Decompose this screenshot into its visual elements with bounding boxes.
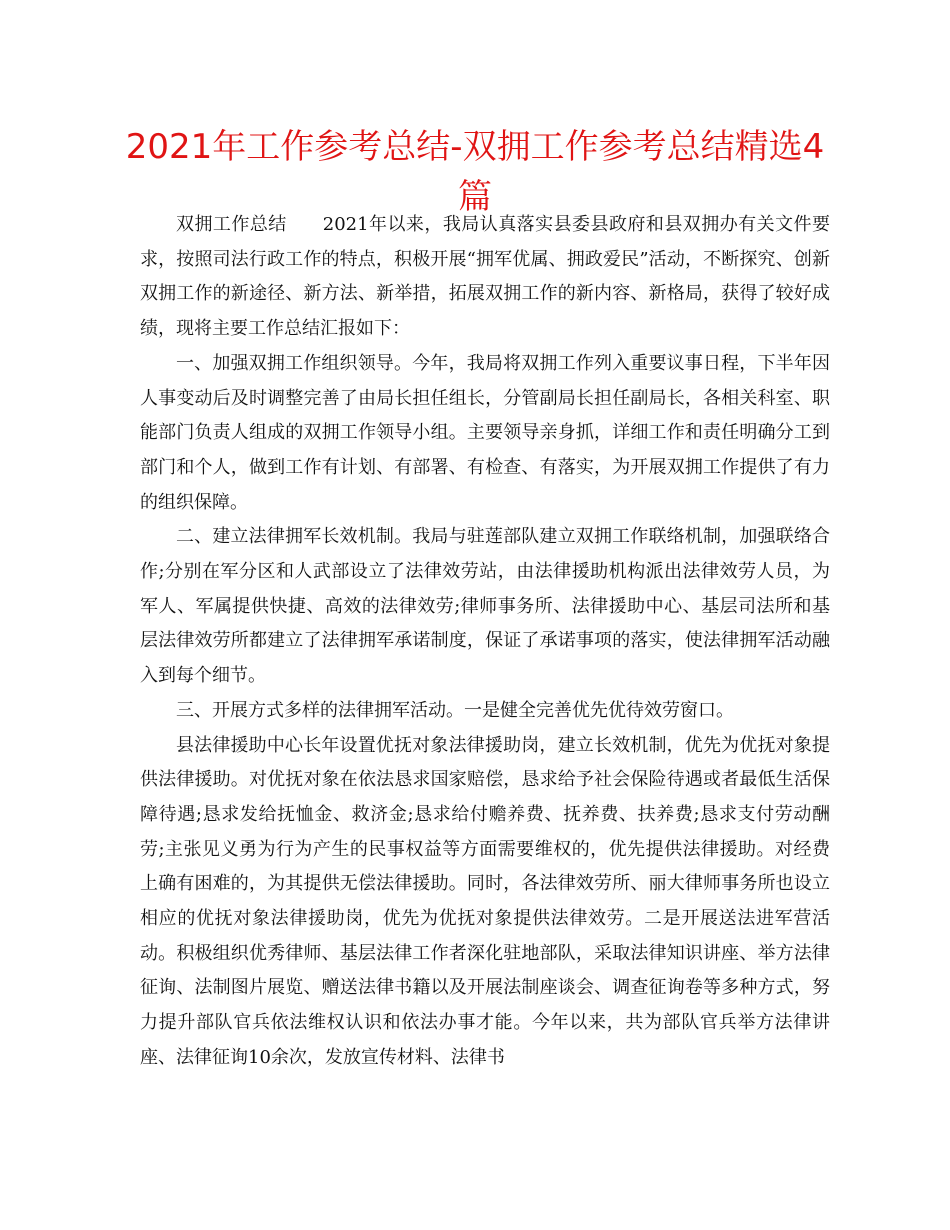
paragraph-1-text: 2021年以来，我局认真落实县委县政府和县双拥办有关文件要求，按照司法行政工作的特点，积极开展“拥军优属、拥政爱民”活动，不断探究、创新双拥工作的新途径、新方法、新举措，拓展双拥工作的新内容、新格局，获得了较好成绩，现将主要工作总结汇报如下： bbox=[140, 214, 830, 340]
intro-label: 双拥工作总结 bbox=[176, 214, 287, 235]
paragraph-3: 二、建立法律拥军长效机制。我局与驻莲部队建立双拥工作联络机制，加强联络合作;分别在军分区和人武部设立了法律效劳站，由法律援助机构派出法律效劳人员，为军人、军属提供快捷、高效的法律效劳;律师事务所、法律援助中心、基层司法所和基层法律效劳所都建立了法律拥军承诺制度，保证了承诺事项的落实，使法律拥军活动融入到每个细节。 bbox=[140, 526, 830, 687]
paragraph-4: 三、开展方式多样的法律拥军活动。一是健全完善优先优待效劳窗口。 bbox=[176, 699, 734, 721]
document-body bbox=[140, 208, 830, 1076]
document-title: 2021年工作参考总结-双拥工作参考总结精选4篇 bbox=[125, 127, 825, 217]
intro-paragraph bbox=[140, 208, 830, 347]
paragraph-5: 县法律援助中心长年设置优抚对象法律援助岗，建立长效机制，优先为优抚对象提供法律援助。对优抚对象在依法恳求国家赔偿，恳求给予社会保险待遇或者最低生活保障待遇;恳求发给抚恤金、救济金;恳求给付赡养费、抚养费、扶养费;恳求支付劳动酬劳;主张见义勇为行为产生的民事权益等方面需要维权的，优先提供法律援助。对经费上确有困难的，为其提供无偿法律援助。同时，各法律效劳所、丽大律师事务所也设立相应的优抚对象法律援助岗，优先为优抚对象提供法律效劳。二是开展送法进军营活动。积极组织优秀律师、基层法律工作者深化驻地部队，采取法律知识讲座、举方法律征询、法制图片展览、赠送法律书籍以及开展法制座谈会、调查征询卷等多种方式，努力提升部队官兵依法维权认识和依法办事才能。今年以来，共为部队官兵举方法律讲座、法律征询10余次，发放宣传材料、法律书 bbox=[140, 734, 830, 1068]
paragraph-2: 一、加强双拥工作组织领导。今年，我局将双拥工作列入重要议事日程，下半年因人事变动后及时调整完善了由局长担任组长，分管副局长担任副局长，各相关科室、职能部门负责人组成的双拥工作领导小组。主要领导亲身抓，详细工作和责任明确分工到部门和个人，做到工作有计划、有部署、有检查、有落实，为开展双拥工作提供了有力的组织保障。 bbox=[140, 352, 830, 513]
